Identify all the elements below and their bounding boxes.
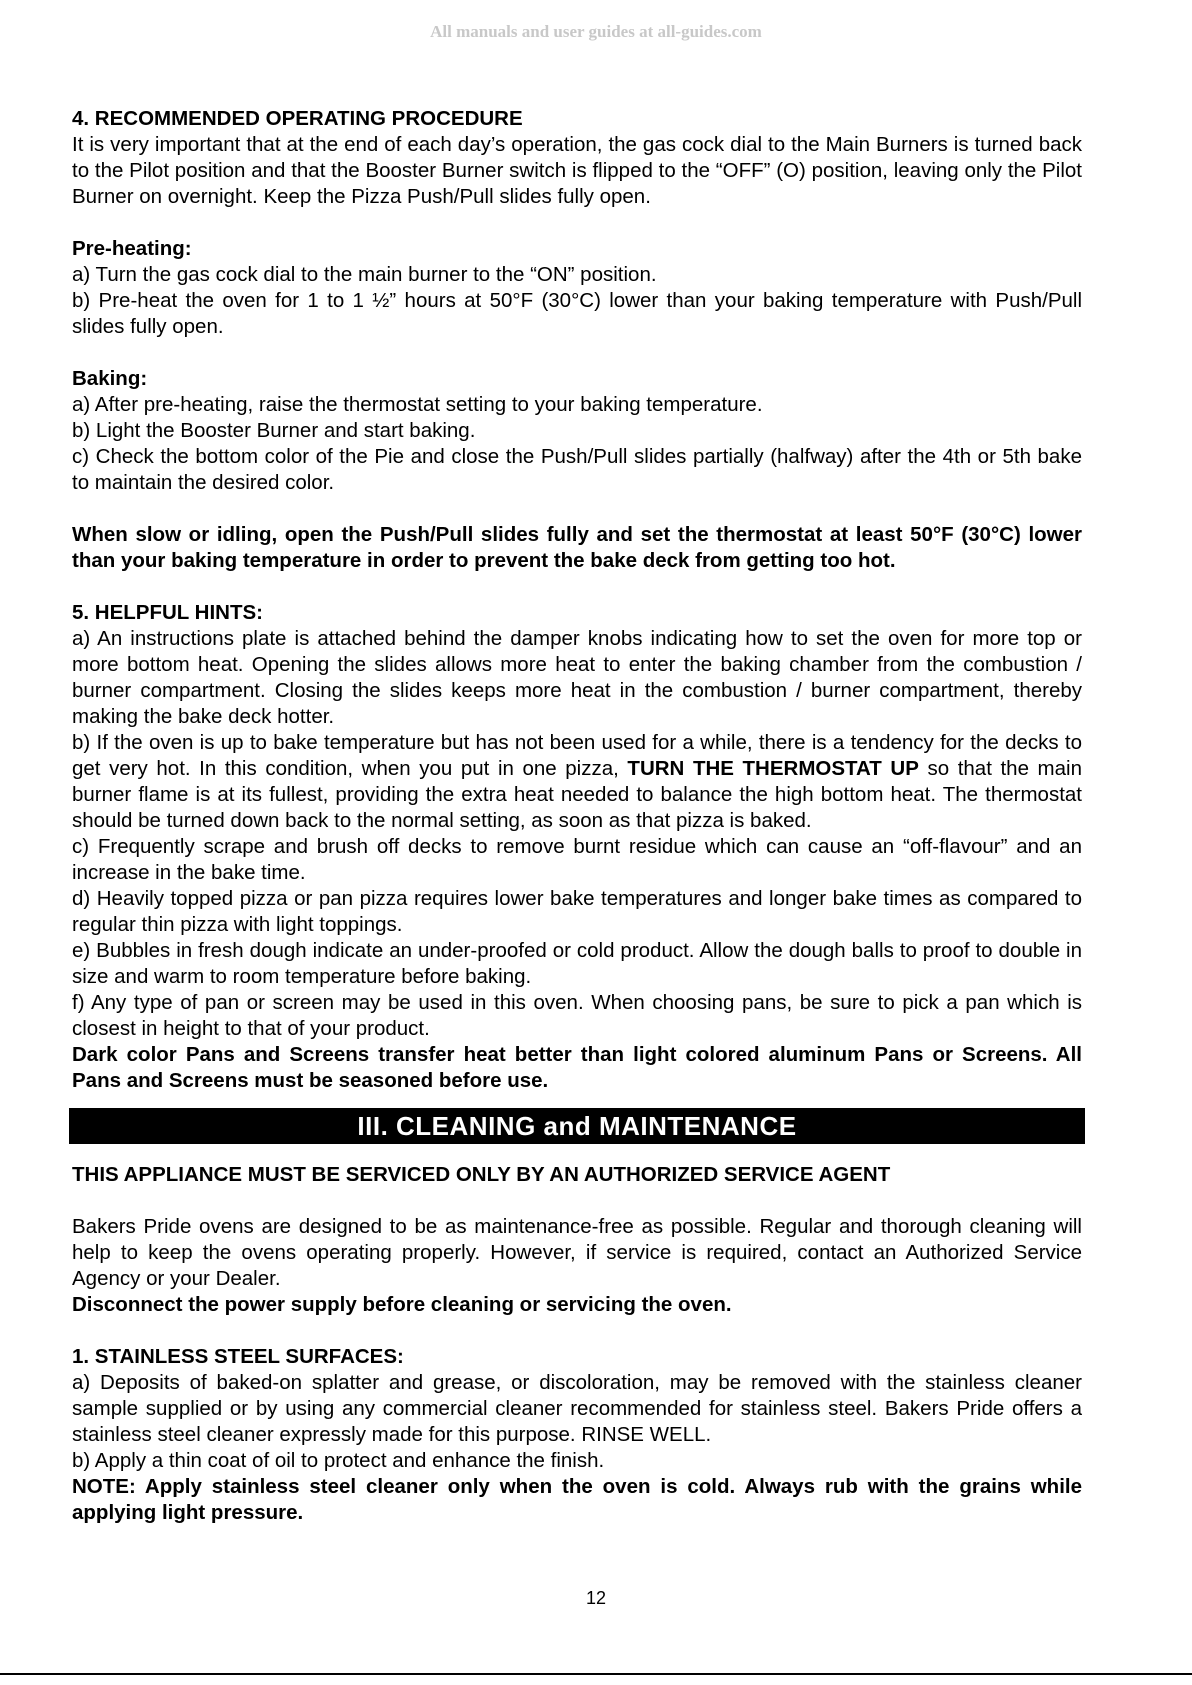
baking-step-c: c) Check the bottom color of the Pie and close the Push/Pull slides partially (halfway) after the 4th or 5th bake to maintain the desired color. — [72, 445, 1082, 494]
hint-b-emphasis: TURN THE THERMOSTAT UP — [627, 757, 919, 780]
watermark: All manuals and user guides at all-guides.com — [430, 22, 762, 41]
baking-step-b: b) Light the Booster Burner and start baking. — [72, 419, 476, 442]
stainless-title: 1. STAINLESS STEEL SURFACES: — [72, 1345, 404, 1368]
section-4-title: 4. RECOMMENDED OPERATING PROCEDURE — [72, 107, 523, 130]
hint-b-text-cont: so that the main burner flame is at its fullest, providing the extra heat needed to balance the high bottom heat. The thermostat should be turned down back to the normal setting, as soon as that pizza is baked. — [72, 757, 1082, 832]
preheating-step-a: a) Turn the gas cock dial to the main burner to the “ON” position. — [72, 263, 657, 286]
hint-c: c) Frequently scrape and brush off decks to remove burnt residue which can cause an “off-flavour” and an increase in the bake time. — [72, 835, 1082, 884]
idling-warning: When slow or idling, open the Push/Pull slides fully and set the thermostat at least 50°F (30°C) lower than your baking temperature in order to prevent the bake deck from getting too hot. — [72, 523, 1082, 572]
baking-step-a: a) After pre-heating, raise the thermostat setting to your baking temperature. — [72, 393, 763, 416]
hint-e: e) Bubbles in fresh dough indicate an under-proofed or cold product. Allow the dough balls to proof to double in size and warm to room temperature before baking. — [72, 939, 1082, 988]
hint-f: f) Any type of pan or screen may be used in this oven. When choosing pans, be sure to pick a pan which is closest in height to that of your product. — [72, 991, 1082, 1040]
manual-page — [72, 106, 1082, 1526]
preheating-step-b: b) Pre-heat the oven for 1 to 1 ½” hours at 50°F (30°C) lower than your baking temperature with Push/Pull slides fully open. — [72, 289, 1082, 338]
hint-a: a) An instructions plate is attached behind the damper knobs indicating how to set the oven for more top or more bottom heat. Opening the slides allows more heat to enter the baking chamber from the combustion / burner compartment. Closing the slides keeps more heat in the combustion / burner compartment, thereby making the bake deck hotter. — [72, 627, 1082, 728]
section-5-title: 5. HELPFUL HINTS: — [72, 601, 263, 624]
cleaning-intro: Bakers Pride ovens are designed to be as maintenance-free as possible. Regular and thorough cleaning will help to keep the ovens operating properly. However, if service is required, contact an Authorized Service Agency or your Dealer. — [72, 1215, 1082, 1290]
stainless-step-a: a) Deposits of baked-on splatter and grease, or discoloration, may be removed with the stainless cleaner sample supplied or by using any commercial cleaner recommended for stainless steel. Bakers Pride offers a stainless steel cleaner expressly made for this purpose. RINSE WELL. — [72, 1371, 1082, 1446]
stainless-step-b: b) Apply a thin coat of oil to protect and enhance the finish. — [72, 1449, 605, 1472]
pans-note: Dark color Pans and Screens transfer heat better than light colored aluminum Pans or Screens. All Pans and Screens must be seasoned before use. — [72, 1043, 1082, 1092]
service-notice: THIS APPLIANCE MUST BE SERVICED ONLY BY AN AUTHORIZED SERVICE AGENT — [72, 1163, 891, 1186]
page-number: 12 — [585, 1588, 607, 1608]
stainless-note: NOTE: Apply stainless steel cleaner only when the oven is cold. Always rub with the grains while applying light pressure. — [72, 1475, 1082, 1524]
disconnect-warning: Disconnect the power supply before cleaning or servicing the oven. — [72, 1293, 732, 1316]
preheating-title: Pre-heating: — [72, 237, 192, 260]
hint-d: d) Heavily topped pizza or pan pizza requires lower bake temperatures and longer bake times as compared to regular thin pizza with light toppings. — [72, 887, 1082, 936]
hint-b — [72, 730, 1082, 834]
section-banner: III. CLEANING and MAINTENANCE — [69, 1108, 1085, 1144]
bottom-rule — [0, 1673, 1192, 1675]
hint-b-text: b) If the oven is up to bake temperature but has not been used for a while, there is a tendency for the decks to get very hot. In this condition, when you put in one pizza, — [72, 731, 1082, 780]
section-4-intro: It is very important that at the end of each day’s operation, the gas cock dial to the Main Burners is turned back to the Pilot position and that the Booster Burner switch is flipped to the “OFF” (O) position, leaving only the Pilot Burner on overnight. Keep the Pizza Push/Pull slides fully open. — [72, 133, 1082, 208]
baking-title: Baking: — [72, 367, 148, 390]
